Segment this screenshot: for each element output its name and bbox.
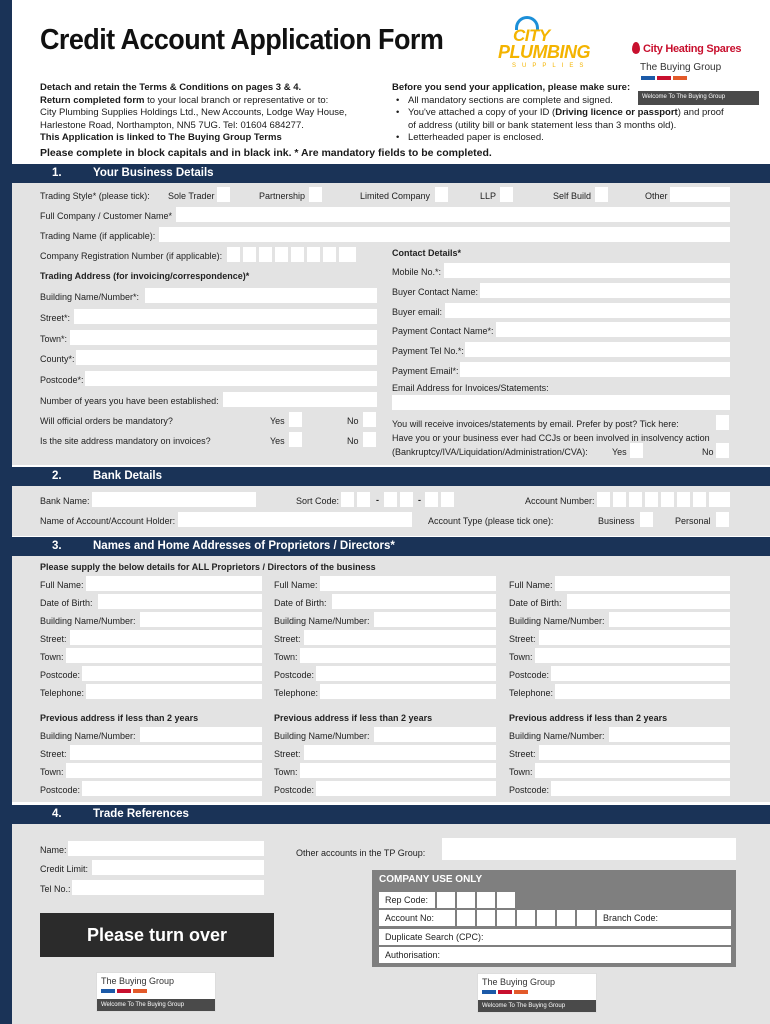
- rep-code-box-2[interactable]: [457, 892, 475, 908]
- section-4-header: 4. Trade References: [12, 805, 770, 824]
- site-address-yes-checkbox[interactable]: [289, 432, 302, 447]
- flame-icon: [632, 42, 640, 54]
- other-accounts-label: Other accounts in the TP Group:: [296, 848, 426, 858]
- sort-code-6[interactable]: [441, 492, 454, 507]
- town-field[interactable]: [70, 330, 377, 345]
- d2-prev-heading: Previous address if less than 2 years: [274, 713, 433, 723]
- branch-code-label: Branch Code:: [603, 913, 659, 923]
- payment-tel-field[interactable]: [465, 342, 730, 357]
- footer-logo-left: The Buying Group Welcome To The Buying Group: [96, 972, 216, 1012]
- d2-town-field[interactable]: [300, 648, 496, 663]
- reg-digit-4[interactable]: [275, 247, 288, 262]
- account-digit-1[interactable]: [597, 492, 610, 507]
- d1-prev-building-label: Building Name/Number:: [40, 731, 136, 741]
- account-digit-5[interactable]: [661, 492, 674, 507]
- ccj-yes-label: Yes: [612, 447, 627, 457]
- d3-postcode-label: Postcode:: [509, 670, 550, 680]
- personal-checkbox[interactable]: [716, 512, 729, 527]
- d3-building-field[interactable]: [609, 612, 730, 627]
- town-label: Town*:: [40, 334, 68, 344]
- trading-name-field[interactable]: [159, 227, 730, 242]
- partnership-checkbox[interactable]: [309, 187, 322, 202]
- account-no-row: [379, 910, 731, 926]
- d3-prev-town-label: Town:: [509, 767, 533, 777]
- official-orders-yes-label: Yes: [270, 416, 285, 426]
- reg-digit-5[interactable]: [291, 247, 304, 262]
- sole-trader-checkbox[interactable]: [217, 187, 230, 202]
- d1-prev-street-field[interactable]: [70, 745, 262, 760]
- reg-digit-3[interactable]: [259, 247, 272, 262]
- d2-building-field[interactable]: [374, 612, 496, 627]
- d3-prev-heading: Previous address if less than 2 years: [509, 713, 668, 723]
- ccj-yes-checkbox[interactable]: [630, 443, 643, 458]
- acct-box-5[interactable]: [537, 910, 555, 926]
- mobile-label: Mobile No.*:: [392, 267, 442, 277]
- ref-name-label: Name:: [40, 845, 67, 855]
- authorisation-label: Authorisation:: [385, 950, 441, 960]
- payment-contact-label: Payment Contact Name*:: [392, 326, 494, 336]
- bank-name-field[interactable]: [92, 492, 256, 507]
- official-orders-no-label: No: [347, 416, 359, 426]
- d2-building-label: Building Name/Number:: [274, 616, 370, 626]
- buyer-email-field[interactable]: [445, 303, 730, 318]
- d1-telephone-label: Telephone:: [40, 688, 85, 698]
- d1-prev-postcode-label: Postcode:: [40, 785, 81, 795]
- d3-prev-building-label: Building Name/Number:: [509, 731, 605, 741]
- d1-full-name-label: Full Name:: [40, 580, 84, 590]
- rep-code-box-4[interactable]: [497, 892, 515, 908]
- ccj-no-label: No: [702, 447, 714, 457]
- d2-full-name-field[interactable]: [320, 576, 496, 591]
- company-reg-label: Company Registration Number (if applicable):: [40, 251, 223, 261]
- buyer-contact-field[interactable]: [480, 283, 730, 298]
- account-digit-8[interactable]: [709, 492, 730, 507]
- reg-digit-8[interactable]: [339, 247, 356, 262]
- site-address-label: Is the site address mandatory on invoices?: [40, 436, 211, 446]
- postcode-label: Postcode*:: [40, 375, 84, 385]
- official-orders-label: Will official orders be mandatory?: [40, 416, 173, 426]
- city-plumbing-logo: CITY PLUMBING SUPPLIES: [495, 16, 605, 72]
- ref-name-field[interactable]: [68, 841, 264, 856]
- bank-name-label: Bank Name:: [40, 496, 90, 506]
- rep-code-box-3[interactable]: [477, 892, 495, 908]
- section-1-header: 1. Your Business Details: [12, 164, 770, 183]
- ccj-label-1: Have you or your business ever had CCJs or been involved in insolvency action: [392, 433, 710, 443]
- sort-code-dash-2: -: [418, 495, 421, 505]
- section-3-header: 3. Names and Home Addresses of Proprietors / Directors*: [12, 537, 770, 556]
- limited-company-checkbox[interactable]: [435, 187, 448, 202]
- d1-town-field[interactable]: [66, 648, 262, 663]
- d1-postcode-field[interactable]: [82, 666, 262, 681]
- d1-town-label: Town:: [40, 652, 64, 662]
- d2-prev-building-field[interactable]: [374, 727, 496, 742]
- d3-telephone-label: Telephone:: [509, 688, 554, 698]
- d3-dob-label: Date of Birth:: [509, 598, 562, 608]
- reg-digit-7[interactable]: [323, 247, 336, 262]
- payment-email-label: Payment Email*:: [392, 366, 459, 376]
- d2-dob-label: Date of Birth:: [274, 598, 327, 608]
- d1-prev-heading: Previous address if less than 2 years: [40, 713, 199, 723]
- sort-code-2[interactable]: [357, 492, 370, 507]
- sort-code-4[interactable]: [400, 492, 413, 507]
- opt-sole-trader: Sole Trader: [168, 191, 215, 201]
- d2-prev-town-field[interactable]: [300, 763, 496, 778]
- d1-street-label: Street:: [40, 634, 67, 644]
- d2-town-label: Town:: [274, 652, 298, 662]
- sort-code-1[interactable]: [341, 492, 354, 507]
- mandatory-note: Please complete in block capitals and in black ink. * Are mandatory fields to be completed.: [40, 147, 492, 159]
- ref-tel-label: Tel No.:: [40, 884, 71, 894]
- postcode-field[interactable]: [85, 371, 377, 386]
- buying-group-logo: The Buying Group: [640, 62, 722, 73]
- d2-dob-field[interactable]: [332, 594, 496, 609]
- personal-label: Personal: [675, 516, 711, 526]
- d1-telephone-field[interactable]: [86, 684, 262, 699]
- official-orders-no-checkbox[interactable]: [363, 412, 376, 427]
- left-accent-bar: [0, 0, 12, 1024]
- years-field[interactable]: [223, 392, 377, 407]
- sort-code-label: Sort Code:: [296, 496, 340, 506]
- payment-email-field[interactable]: [460, 362, 730, 377]
- d1-prev-town-field[interactable]: [66, 763, 262, 778]
- acct-box-4[interactable]: [517, 910, 535, 926]
- d3-building-label: Building Name/Number:: [509, 616, 605, 626]
- authorisation-row[interactable]: [379, 947, 731, 963]
- d3-street-label: Street:: [509, 634, 536, 644]
- opt-self-build: Self Build: [553, 191, 592, 201]
- trading-address-heading: Trading Address (for invoicing/correspondence)*: [40, 271, 250, 281]
- d1-prev-postcode-field[interactable]: [82, 781, 262, 796]
- rep-code-box-1[interactable]: [437, 892, 455, 908]
- sort-code-3[interactable]: [384, 492, 397, 507]
- ccj-no-checkbox[interactable]: [716, 443, 729, 458]
- d1-full-name-field[interactable]: [86, 576, 262, 591]
- ref-credit-limit-label: Credit Limit:: [40, 864, 89, 874]
- llp-checkbox[interactable]: [500, 187, 513, 202]
- city-heating-spares-logo: City Heating Spares: [632, 42, 741, 55]
- d1-prev-street-label: Street:: [40, 749, 67, 759]
- d2-prev-street-label: Street:: [274, 749, 301, 759]
- sort-code-5[interactable]: [425, 492, 438, 507]
- d2-full-name-label: Full Name:: [274, 580, 318, 590]
- opt-other: Other: [645, 191, 668, 201]
- company-use-panel: [372, 870, 736, 967]
- dup-search-label: Duplicate Search (CPC):: [385, 932, 484, 942]
- other-field[interactable]: [670, 187, 730, 202]
- official-orders-yes-checkbox[interactable]: [289, 412, 302, 427]
- buyer-email-label: Buyer email:: [392, 307, 443, 317]
- footer-logo-right: The Buying Group Welcome To The Buying Group: [477, 973, 597, 1013]
- ref-credit-limit-field[interactable]: [92, 860, 264, 875]
- acct-box-2[interactable]: [477, 910, 495, 926]
- d3-prev-street-field[interactable]: [539, 745, 730, 760]
- rep-code-row: [379, 892, 731, 908]
- invoice-email-label: Email Address for Invoices/Statements:: [392, 383, 549, 393]
- building-label: Building Name/Number*:: [40, 292, 140, 302]
- opt-llp: LLP: [480, 191, 497, 201]
- group-brand-logos: [641, 76, 687, 80]
- directors-instructions: Please supply the below details for ALL Proprietors / Directors of the business: [40, 562, 376, 572]
- d1-street-field[interactable]: [70, 630, 262, 645]
- account-digit-4[interactable]: [645, 492, 658, 507]
- mobile-field[interactable]: [444, 263, 730, 278]
- d3-telephone-field[interactable]: [555, 684, 730, 699]
- acct-box-6[interactable]: [557, 910, 575, 926]
- ref-tel-field[interactable]: [72, 880, 264, 895]
- trading-name-label: Trading Name (if applicable):: [40, 231, 156, 241]
- d3-prev-town-field[interactable]: [535, 763, 730, 778]
- acct-box-7[interactable]: [577, 910, 595, 926]
- d1-building-field[interactable]: [140, 612, 262, 627]
- d1-dob-label: Date of Birth:: [40, 598, 93, 608]
- full-company-field[interactable]: [176, 207, 730, 222]
- d1-prev-town-label: Town:: [40, 767, 64, 777]
- d1-postcode-label: Postcode:: [40, 670, 81, 680]
- d3-street-field[interactable]: [539, 630, 730, 645]
- account-digit-2[interactable]: [613, 492, 626, 507]
- reg-digit-1[interactable]: [227, 247, 240, 262]
- account-digit-7[interactable]: [693, 492, 706, 507]
- holder-field[interactable]: [178, 512, 412, 527]
- full-company-label: Full Company / Customer Name*: [40, 211, 173, 221]
- account-type-label: Account Type (please tick one):: [428, 516, 554, 526]
- county-label: County*:: [40, 354, 75, 364]
- checklist: Before you send your application, please make sure: • All mandatory sections are complete and signed. • You've attached a copy of your ID (Driving licence or passport) and proof of address (utility bill or bank statement less than 3 months old). • Letterheaded paper is enclosed.: [392, 82, 752, 145]
- building-field[interactable]: [145, 288, 377, 303]
- d3-prev-building-field[interactable]: [609, 727, 730, 742]
- reg-digit-6[interactable]: [307, 247, 320, 262]
- d1-dob-field[interactable]: [98, 594, 262, 609]
- business-label: Business: [598, 516, 635, 526]
- d1-prev-building-field[interactable]: [140, 727, 262, 742]
- buyer-contact-label: Buyer Contact Name:: [392, 287, 479, 297]
- d3-full-name-label: Full Name:: [509, 580, 553, 590]
- rep-code-label: Rep Code:: [385, 895, 429, 905]
- account-number-label: Account Number:: [525, 496, 595, 506]
- trading-style-label: Trading Style* (please tick):: [40, 191, 150, 201]
- street-label: Street*:: [40, 313, 71, 323]
- d2-street-label: Street:: [274, 634, 301, 644]
- d3-prev-street-label: Street:: [509, 749, 536, 759]
- d2-prev-building-label: Building Name/Number:: [274, 731, 370, 741]
- payment-contact-field[interactable]: [496, 322, 730, 337]
- sort-code-dash-1: -: [376, 495, 379, 505]
- opt-partnership: Partnership: [259, 191, 306, 201]
- d2-telephone-label: Telephone:: [274, 688, 319, 698]
- post-preference-label: You will receive invoices/statements by email. Prefer by post? Tick here:: [392, 419, 679, 429]
- acct-box-3[interactable]: [497, 910, 515, 926]
- please-turn-over-banner: Please turn over: [40, 913, 274, 957]
- ccj-label-2: (Bankruptcy/IVA/Liquidation/Administration/CVA):: [392, 447, 588, 457]
- welcome-banner: Welcome To The Buying Group: [638, 91, 759, 105]
- return-instructions: Detach and retain the Terms & Conditions on pages 3 & 4. Return completed form to your local branch or representative or to: City Plumbing Supplies Holdings Ltd., New Accounts, Lodge Way House, Harlestone Road, Northampton, NN5 7UG. Tel: 01604 684277. This Application is linked to The Buying Group Terms: [40, 82, 347, 143]
- d2-prev-postcode-label: Postcode:: [274, 785, 315, 795]
- d2-prev-town-label: Town:: [274, 767, 298, 777]
- account-digit-6[interactable]: [677, 492, 690, 507]
- contact-details-heading: Contact Details*: [392, 248, 462, 258]
- d2-postcode-field[interactable]: [316, 666, 496, 681]
- d3-town-label: Town:: [509, 652, 533, 662]
- d3-dob-field[interactable]: [567, 594, 730, 609]
- years-label: Number of years you have been established:: [40, 396, 219, 406]
- site-address-yes-label: Yes: [270, 436, 285, 446]
- d3-town-field[interactable]: [535, 648, 730, 663]
- d3-full-name-field[interactable]: [555, 576, 730, 591]
- account-no-label: Account No:: [385, 913, 435, 923]
- business-checkbox[interactable]: [640, 512, 653, 527]
- site-address-no-checkbox[interactable]: [363, 432, 376, 447]
- post-preference-checkbox[interactable]: [716, 415, 729, 430]
- d1-building-label: Building Name/Number:: [40, 616, 136, 626]
- company-use-heading: COMPANY USE ONLY: [379, 874, 483, 885]
- dup-search-row[interactable]: [379, 929, 731, 945]
- d2-prev-postcode-field[interactable]: [316, 781, 496, 796]
- acct-box-1[interactable]: [457, 910, 475, 926]
- opt-limited-company: Limited Company: [360, 191, 431, 201]
- other-accounts-field[interactable]: [442, 838, 736, 860]
- page-title: Credit Account Application Form: [40, 24, 444, 56]
- street-field[interactable]: [74, 309, 377, 324]
- d2-street-field[interactable]: [304, 630, 496, 645]
- d2-postcode-label: Postcode:: [274, 670, 315, 680]
- d3-postcode-field[interactable]: [551, 666, 730, 681]
- invoice-email-field[interactable]: [392, 395, 730, 410]
- account-digit-3[interactable]: [629, 492, 642, 507]
- payment-tel-label: Payment Tel No.*:: [392, 346, 464, 356]
- d2-telephone-field[interactable]: [320, 684, 496, 699]
- holder-label: Name of Account/Account Holder:: [40, 516, 176, 526]
- section-2-header: 2. Bank Details: [12, 467, 770, 486]
- reg-digit-2[interactable]: [243, 247, 256, 262]
- site-address-no-label: No: [347, 436, 359, 446]
- d3-prev-postcode-field[interactable]: [551, 781, 730, 796]
- d3-prev-postcode-label: Postcode:: [509, 785, 550, 795]
- county-field[interactable]: [76, 350, 377, 365]
- self-build-checkbox[interactable]: [595, 187, 608, 202]
- d2-prev-street-field[interactable]: [304, 745, 496, 760]
